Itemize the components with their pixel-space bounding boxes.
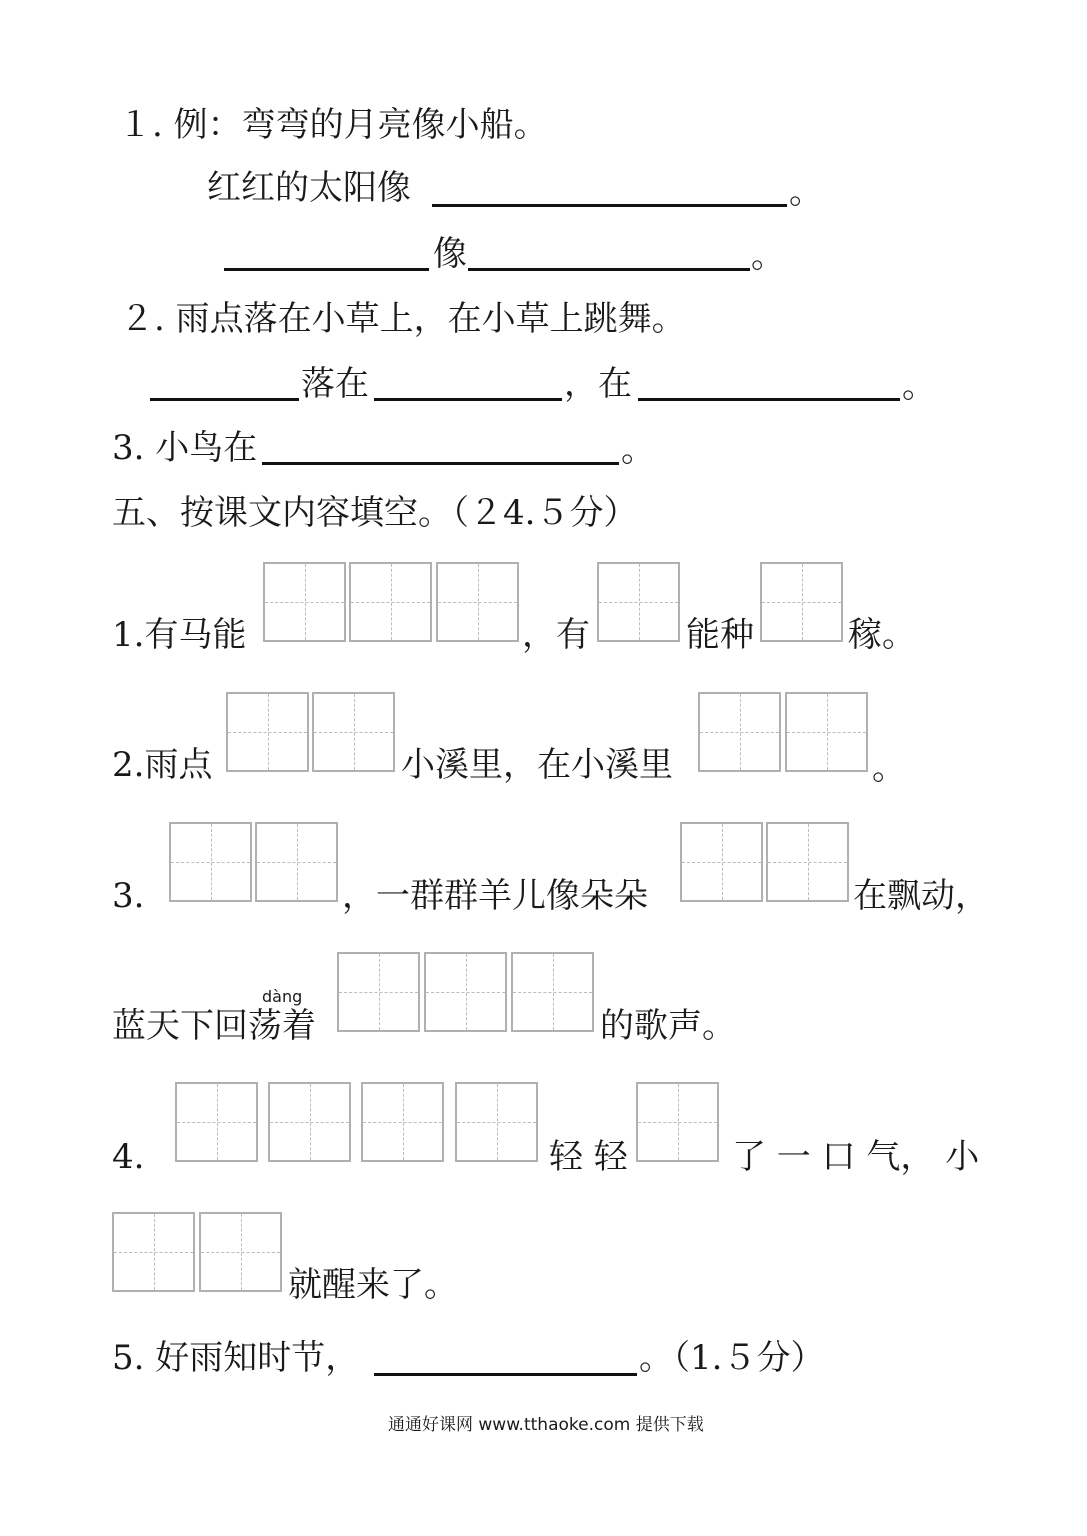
p5q2-num: 2. — [112, 745, 145, 785]
q2-blank-2[interactable] — [374, 398, 562, 401]
p5q3-t4: 的歌声。 — [600, 1006, 736, 1046]
char-box[interactable] — [680, 822, 763, 902]
p5q1-num: 1. — [112, 615, 145, 655]
p5q5-end: 。（1.５分） — [639, 1338, 825, 1378]
char-box[interactable] — [361, 1082, 444, 1162]
footer-source: 通通好课网 www.tthaoke.com 提供下载 — [388, 1415, 704, 1435]
q1-period1: 。 — [789, 172, 823, 212]
char-box[interactable] — [337, 952, 420, 1032]
p5q3-num: 3. — [112, 876, 145, 916]
p5q3-t1: ，一群群羊儿像朵朵 — [342, 876, 648, 916]
p5q2-t1: 雨点 — [144, 745, 213, 785]
p5q4-t2: 了 一 口 气， 小 — [732, 1137, 980, 1177]
q1-mid: 像 — [433, 234, 467, 274]
char-box[interactable] — [199, 1212, 282, 1292]
q2-blank-1[interactable] — [150, 398, 299, 401]
q2-t1: 落在 — [301, 364, 369, 404]
char-box[interactable] — [698, 692, 781, 772]
char-box[interactable] — [511, 952, 594, 1032]
p5q5-text: 5. 好雨知时节， — [112, 1338, 360, 1378]
p5q1-t3: 能种 — [686, 615, 754, 655]
q2-blank-3[interactable] — [638, 398, 900, 401]
char-box[interactable] — [226, 692, 309, 772]
p5q3-t2: 在飘动， — [853, 876, 989, 916]
p5q4-t3: 就醒来了。 — [288, 1265, 458, 1305]
q1-example: １. 例：弯弯的月亮像小船。 — [118, 105, 548, 145]
p5q2-text-1 — [112, 745, 212, 785]
char-box[interactable] — [760, 562, 843, 642]
char-box[interactable] — [424, 952, 507, 1032]
char-box[interactable] — [455, 1082, 538, 1162]
p5q4-num: 4. — [112, 1137, 145, 1177]
q1-prompt1: 红红的太阳像 — [207, 168, 411, 208]
char-box[interactable] — [312, 692, 395, 772]
char-box[interactable] — [263, 562, 346, 642]
q3-blank[interactable] — [262, 462, 619, 465]
p5q1-t2: ，有 — [522, 615, 590, 655]
q3-period: 。 — [621, 430, 655, 470]
q1-blank-2[interactable] — [224, 268, 429, 271]
char-box[interactable] — [766, 822, 849, 902]
char-box[interactable] — [349, 562, 432, 642]
char-box[interactable] — [175, 1082, 258, 1162]
p5q2-t3: 。 — [872, 748, 906, 788]
char-box[interactable] — [636, 1082, 719, 1162]
q2-period: 。 — [902, 366, 936, 406]
p5q1-text-1 — [112, 615, 246, 655]
p5q2-t2: 小溪里，在小溪里 — [401, 745, 673, 785]
q1-period2: 。 — [751, 236, 785, 276]
q1-blank-1[interactable] — [432, 204, 787, 207]
char-box[interactable] — [255, 822, 338, 902]
p5q4-t1: 轻 轻 — [549, 1137, 628, 1177]
char-box[interactable] — [268, 1082, 351, 1162]
p5q5-blank[interactable] — [374, 1373, 637, 1376]
part5-heading: 五、按课文内容填空。（２4.５分） — [112, 493, 638, 533]
char-box[interactable] — [785, 692, 868, 772]
pinyin-dang: dàng — [262, 987, 303, 1006]
q2-t2: ，在 — [564, 364, 632, 404]
p5q1-t1: 有马能 — [144, 615, 247, 655]
q3-prefix: 3. 小鸟在 — [112, 428, 258, 468]
char-box[interactable] — [112, 1212, 195, 1292]
char-box[interactable] — [597, 562, 680, 642]
q1-blank-3[interactable] — [468, 268, 750, 271]
char-box[interactable] — [436, 562, 519, 642]
p5q1-t4: 稼。 — [848, 615, 916, 655]
q2-example: ２. 雨点落在小草上，在小草上跳舞。 — [120, 299, 686, 339]
char-box[interactable] — [169, 822, 252, 902]
p5q3-t3: 蓝天下回荡着 — [112, 1006, 316, 1046]
